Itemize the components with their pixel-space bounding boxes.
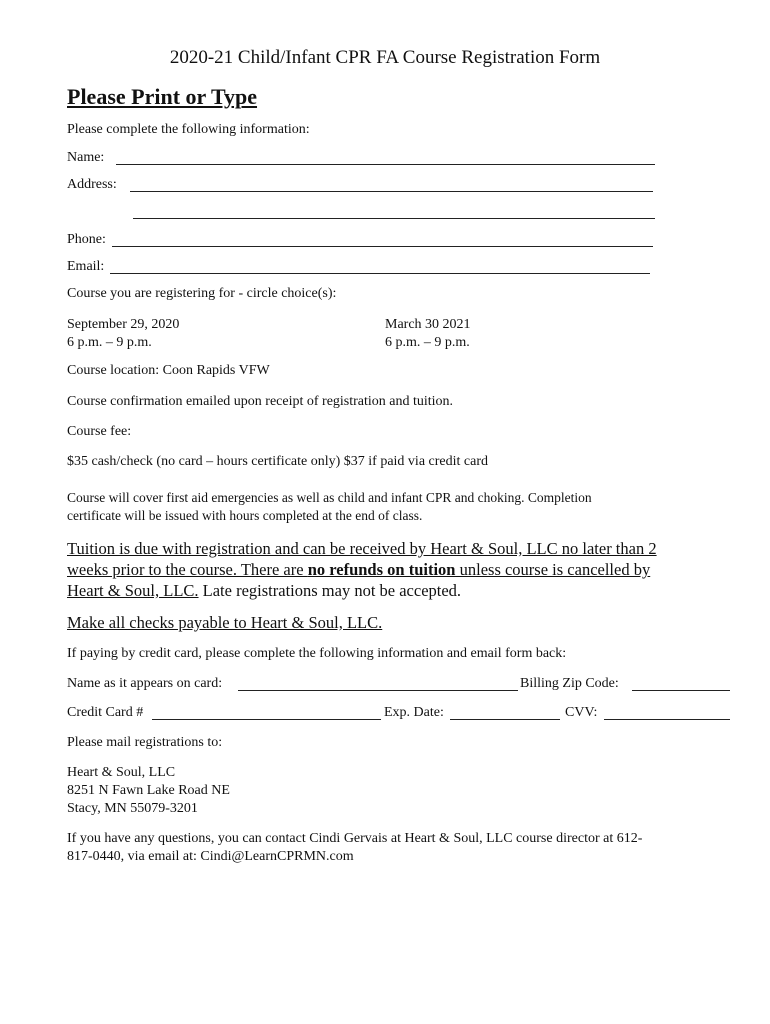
name-label: Name:	[67, 150, 105, 165]
session-option-1[interactable]	[67, 316, 179, 352]
credit-card-field[interactable]	[152, 719, 381, 720]
session-date: September 29, 2020	[67, 317, 180, 332]
intro-text: Please complete the following information:	[67, 122, 310, 137]
fee-label: Course fee:	[67, 424, 132, 439]
coverage-line: certificate will be issued with hours completed at the end of class.	[67, 508, 423, 523]
address-field-line2[interactable]	[133, 218, 655, 219]
email-label: Email:	[67, 259, 105, 274]
tuition-line: weeks prior to the course. There are no refunds on tuition unless course is cancelled by	[67, 560, 651, 579]
cvv-label: CVV:	[565, 705, 598, 720]
page-title: 2020-21 Child/Infant CPR FA Course Registration Form	[169, 47, 601, 68]
contact-info	[67, 830, 642, 866]
card-name-label: Name as it appears on card:	[67, 676, 223, 691]
fee-detail: $35 cash/check (no card – hours certificate only) $37 if paid via credit card	[67, 454, 488, 469]
billing-zip-label: Billing Zip Code:	[520, 676, 619, 691]
credit-card-intro: If paying by credit card, please complete the following information and email form back:	[67, 646, 567, 661]
session-time: 6 p.m. – 9 p.m.	[67, 335, 152, 350]
card-name-field[interactable]	[238, 690, 518, 691]
billing-zip-field[interactable]	[632, 690, 730, 691]
exp-date-field[interactable]	[450, 719, 560, 720]
session-time: 6 p.m. – 9 p.m.	[385, 335, 470, 350]
course-choice-prompt: Course you are registering for - circle choice(s):	[67, 286, 337, 301]
session-option-2[interactable]	[385, 316, 471, 352]
print-instruction-heading: Please Print or Type	[67, 84, 258, 109]
name-field[interactable]	[116, 164, 655, 165]
no-refunds-emphasis: no refunds on tuition	[307, 560, 456, 579]
address-label: Address:	[67, 177, 117, 192]
tuition-notice	[67, 538, 657, 601]
session-date: March 30 2021	[385, 317, 471, 332]
contact-line: 817-0440, via email at: Cindi@LearnCPRMN.com	[67, 849, 354, 864]
contact-line: If you have any questions, you can contact Cindi Gervais at Heart & Soul, LLC course director at 612-	[67, 831, 643, 846]
course-location: Course location: Coon Rapids VFW	[67, 363, 270, 378]
address-line: Stacy, MN 55079-3201	[67, 801, 198, 816]
tuition-line: Heart & Soul, LLC. Late registrations may not be accepted.	[67, 581, 462, 600]
credit-card-label: Credit Card #	[67, 705, 144, 720]
cvv-field[interactable]	[604, 719, 730, 720]
address-field-line1[interactable]	[130, 191, 653, 192]
exp-date-label: Exp. Date:	[384, 705, 444, 720]
course-coverage	[67, 489, 592, 525]
coverage-line: Course will cover first aid emergencies as well as child and infant CPR and choking. Completion	[67, 490, 592, 505]
phone-field[interactable]	[112, 246, 653, 247]
address-line: 8251 N Fawn Lake Road NE	[67, 783, 230, 798]
phone-label: Phone:	[67, 232, 106, 247]
email-field[interactable]	[110, 273, 650, 274]
payable-note: Make all checks payable to Heart & Soul, LLC.	[67, 613, 383, 632]
tuition-line: Tuition is due with registration and can be received by Heart & Soul, LLC no later than 2	[67, 539, 657, 558]
address-line: Heart & Soul, LLC	[67, 765, 176, 780]
confirmation-note: Course confirmation emailed upon receipt of registration and tuition.	[67, 394, 454, 409]
mailing-address	[67, 764, 230, 818]
mail-label: Please mail registrations to:	[67, 735, 223, 750]
